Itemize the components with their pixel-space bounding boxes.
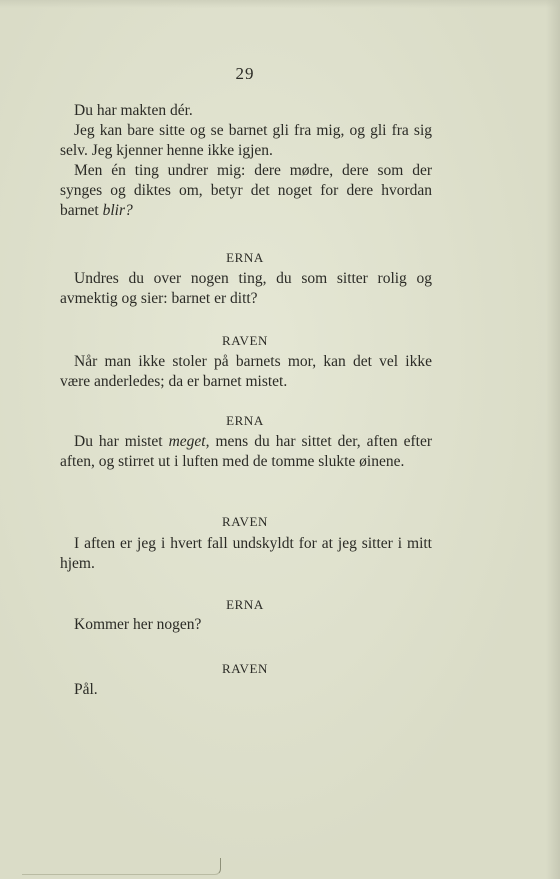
scan-artifact — [22, 858, 221, 875]
dialogue-line: Undres du over nogen ting, du som sitter rolig og avmektig og sier: barnet er ditt? — [60, 270, 432, 307]
dialogue-raven-speech — [60, 680, 432, 700]
dialogue-line: Kommer her nogen? — [74, 616, 202, 633]
dialogue-erna-speech — [60, 432, 432, 472]
dialogue-line: I aften er jeg i hvert fall undskyldt for at jeg sitter i mitt hjem. — [60, 535, 432, 572]
dialogue-raven-speech — [60, 352, 432, 392]
page-number: 29 — [235, 64, 255, 83]
dialogue-line: Når man ikke stoler på barnets mor, kan det vel ikke være anderledes; da er barnet mistet. — [60, 353, 432, 390]
dialogue-line — [60, 161, 432, 221]
dialogue-raven-speech — [60, 101, 432, 221]
speaker-name: RAVEN — [221, 661, 269, 676]
dialogue-line — [60, 432, 432, 472]
emphasis-text: blir? — [102, 202, 133, 219]
dialogue-line: Jeg kan bare sitte og se barnet gli fra mig, og gli fra sig selv. Jeg kjenner henne ikke igjen. — [60, 122, 432, 159]
dialogue-text: Men én ting undrer mig: dere mødre, dere som der synges og diktes om, betyr det noget for dere hvordan barnet — [60, 162, 432, 219]
speaker-name: ERNA — [226, 597, 264, 612]
dialogue-line: Du har makten dér. — [74, 102, 193, 119]
speaker-name: RAVEN — [221, 333, 269, 348]
dialogue-line: Pål. — [74, 681, 98, 698]
page-right-shadow — [546, 0, 560, 879]
speaker-name: RAVEN — [221, 514, 269, 529]
speaker-name: ERNA — [226, 413, 264, 428]
dialogue-text: mens du har sittet der, aften efter aften, og stirret ut i luften med de tomme slukte øinene. — [60, 433, 433, 470]
speaker-name: ERNA — [226, 250, 264, 265]
dialogue-text: Du har mistet — [74, 433, 163, 450]
dialogue-erna-speech — [60, 615, 432, 635]
dialogue-erna-speech — [60, 269, 432, 309]
emphasis-text: meget, — [168, 433, 210, 450]
page-top-shadow — [0, 0, 560, 8]
dialogue-raven-speech — [60, 534, 432, 574]
